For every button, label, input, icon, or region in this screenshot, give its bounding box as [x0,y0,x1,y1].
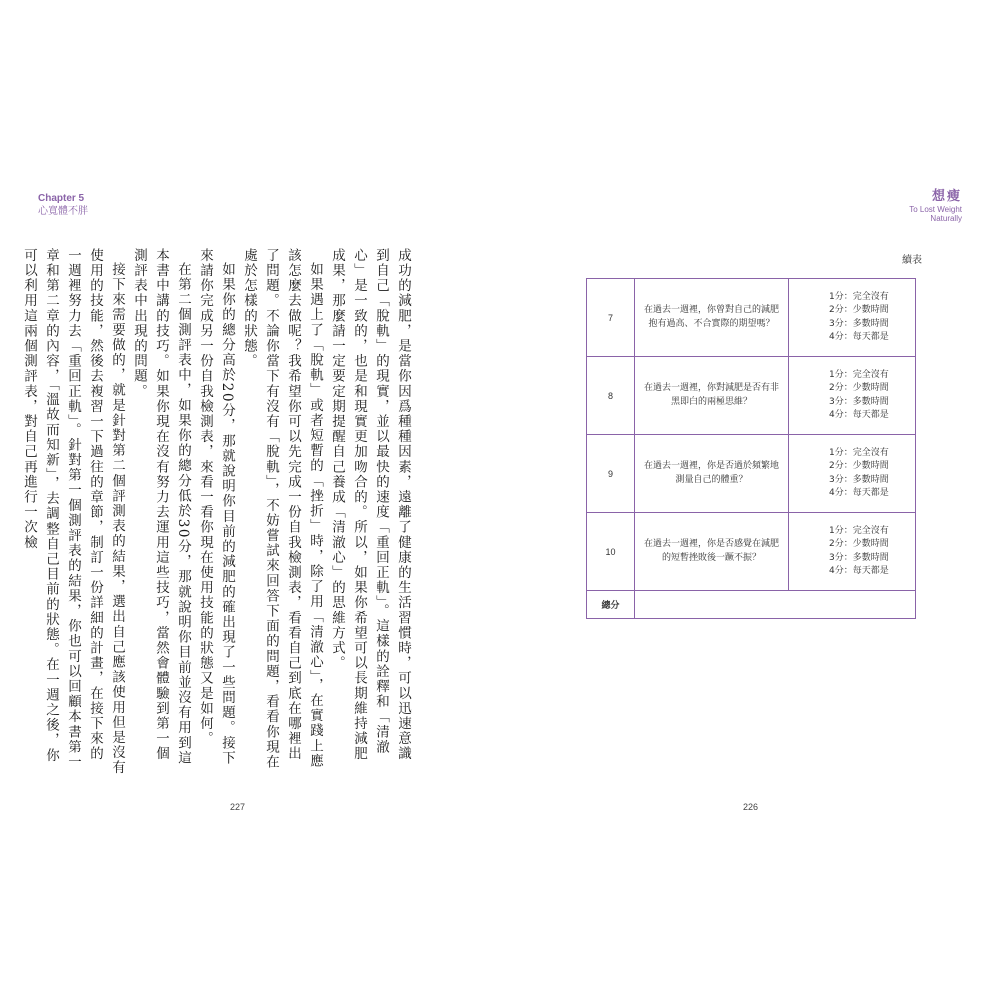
paragraph: 成功的減肥，是當你因爲種種因素，遠離了健康的生活習慣時，可以迅速意識到自己「脫軌」的現實，並以最快的速度「重回正軌」。這樣的詮釋和「清澈心」是一致的，也是和現實更加吻合的。所以，如果你希望可以長期維持減肥成果，那麼請一定要定期提醒自己養成「清澈心」的思維方式。 [329,248,411,762]
score-option: 1分：完全沒有 [829,525,889,536]
paragraph: 如果你的總分高於20分，那就說明你目前的減肥的確出現了一些問題。接下來請你完成另一份自我檢測表，來看一看你現在使用技能的狀態又是如何。 [197,248,235,766]
score-option: 4分：每天都是 [829,410,889,420]
paragraph: 如果遇上了「脫軌」或者短暫的「挫折」時，除了用「清澈心」，在實踐上應該怎麼去做呢？我希望你可以先完成一份自我檢測表，看看自己到底在哪裡出了問題。不論你當下有沒有「脫軌」，不妨嘗試來回答下面的問題，看看你現在處於怎樣的狀態。 [241,248,323,770]
right-page [500,0,1000,1000]
score-option: 2分：少數時間 [829,461,889,471]
paragraph: 在第二個測評表中，如果你的總分低於30分，那就說明你目前並沒有用到這本書中講的技巧。如果你現在沒有努力去運用這些技巧，當然會體驗到第一個測評表中出現的問題。 [131,248,191,766]
body-text [21,248,414,776]
continued-label: 續表 [902,255,922,266]
page-number: 227 [230,802,246,812]
assessment-table [586,278,916,619]
score-option: 2分：少數時間 [829,305,889,315]
score-option: 3分：多數時間 [829,552,889,563]
book-subtitle-line2: Naturally [930,214,962,224]
total-row [587,591,916,619]
score-option: 1分：完全沒有 [829,369,889,380]
score-options [789,357,916,435]
question-number: 9 [587,435,635,513]
question-text: 在過去一週裡，你是否過於頻繁地測量自己的體重？ [635,435,789,513]
score-option: 2分：少數時間 [829,383,889,393]
score-options [789,435,916,513]
score-option: 4分：每天都是 [829,332,889,342]
chapter-title: 心寬體不胖 [38,205,88,217]
score-options [789,513,916,591]
score-option: 3分：多數時間 [829,396,889,407]
table-row [587,435,916,513]
total-score-field [635,591,916,619]
score-option: 3分：多數時間 [829,474,889,485]
book-subtitle-line1: To Lost Weight [909,204,962,214]
book-title-header [909,189,962,224]
table-row [587,513,916,591]
page-number: 226 [743,802,759,812]
score-option: 4分：每天都是 [829,566,889,576]
question-number: 7 [587,279,635,357]
question-text: 在過去一週裡，你是否感覺在減肥的短暫挫敗後一蹶不振？ [635,513,789,591]
chapter-number: Chapter 5 [38,193,85,204]
question-text: 在過去一週裡，你曾對自己的減肥抱有過高、不合實際的期望嗎？ [635,279,789,357]
total-label: 總分 [587,591,635,619]
question-number: 10 [587,513,635,591]
score-option: 3分：多數時間 [829,318,889,329]
chapter-header [38,193,88,218]
question-number: 8 [587,357,635,435]
score-option: 4分：每天都是 [829,488,889,498]
book-title: 想瘦 [931,189,962,204]
score-option: 1分：完全沒有 [829,291,889,302]
paragraph: 接下來需要做的，就是針對第二個評測表的結果，選出自己應該使用但是沒有使用的技能，然後去複習一下過往的章節，制訂一份詳細的計畫，在接下來的一週裡努力去「重回正軌」。針對第一個測評表的結果，你也可以回顧本書第一章和第二章的內容，「溫故而知新」，去調整自己目前的狀態。在一週之後，你可以利用這兩個測評表，對自己再進行一次檢 [21,248,125,775]
score-option: 1分：完全沒有 [829,447,889,458]
question-text: 在過去一週裡，你對減肥是否有非黑即白的兩極思維？ [635,357,789,435]
score-option: 2分：少數時間 [829,539,889,549]
score-options [789,279,916,357]
table-row [587,279,916,357]
table-row [587,357,916,435]
